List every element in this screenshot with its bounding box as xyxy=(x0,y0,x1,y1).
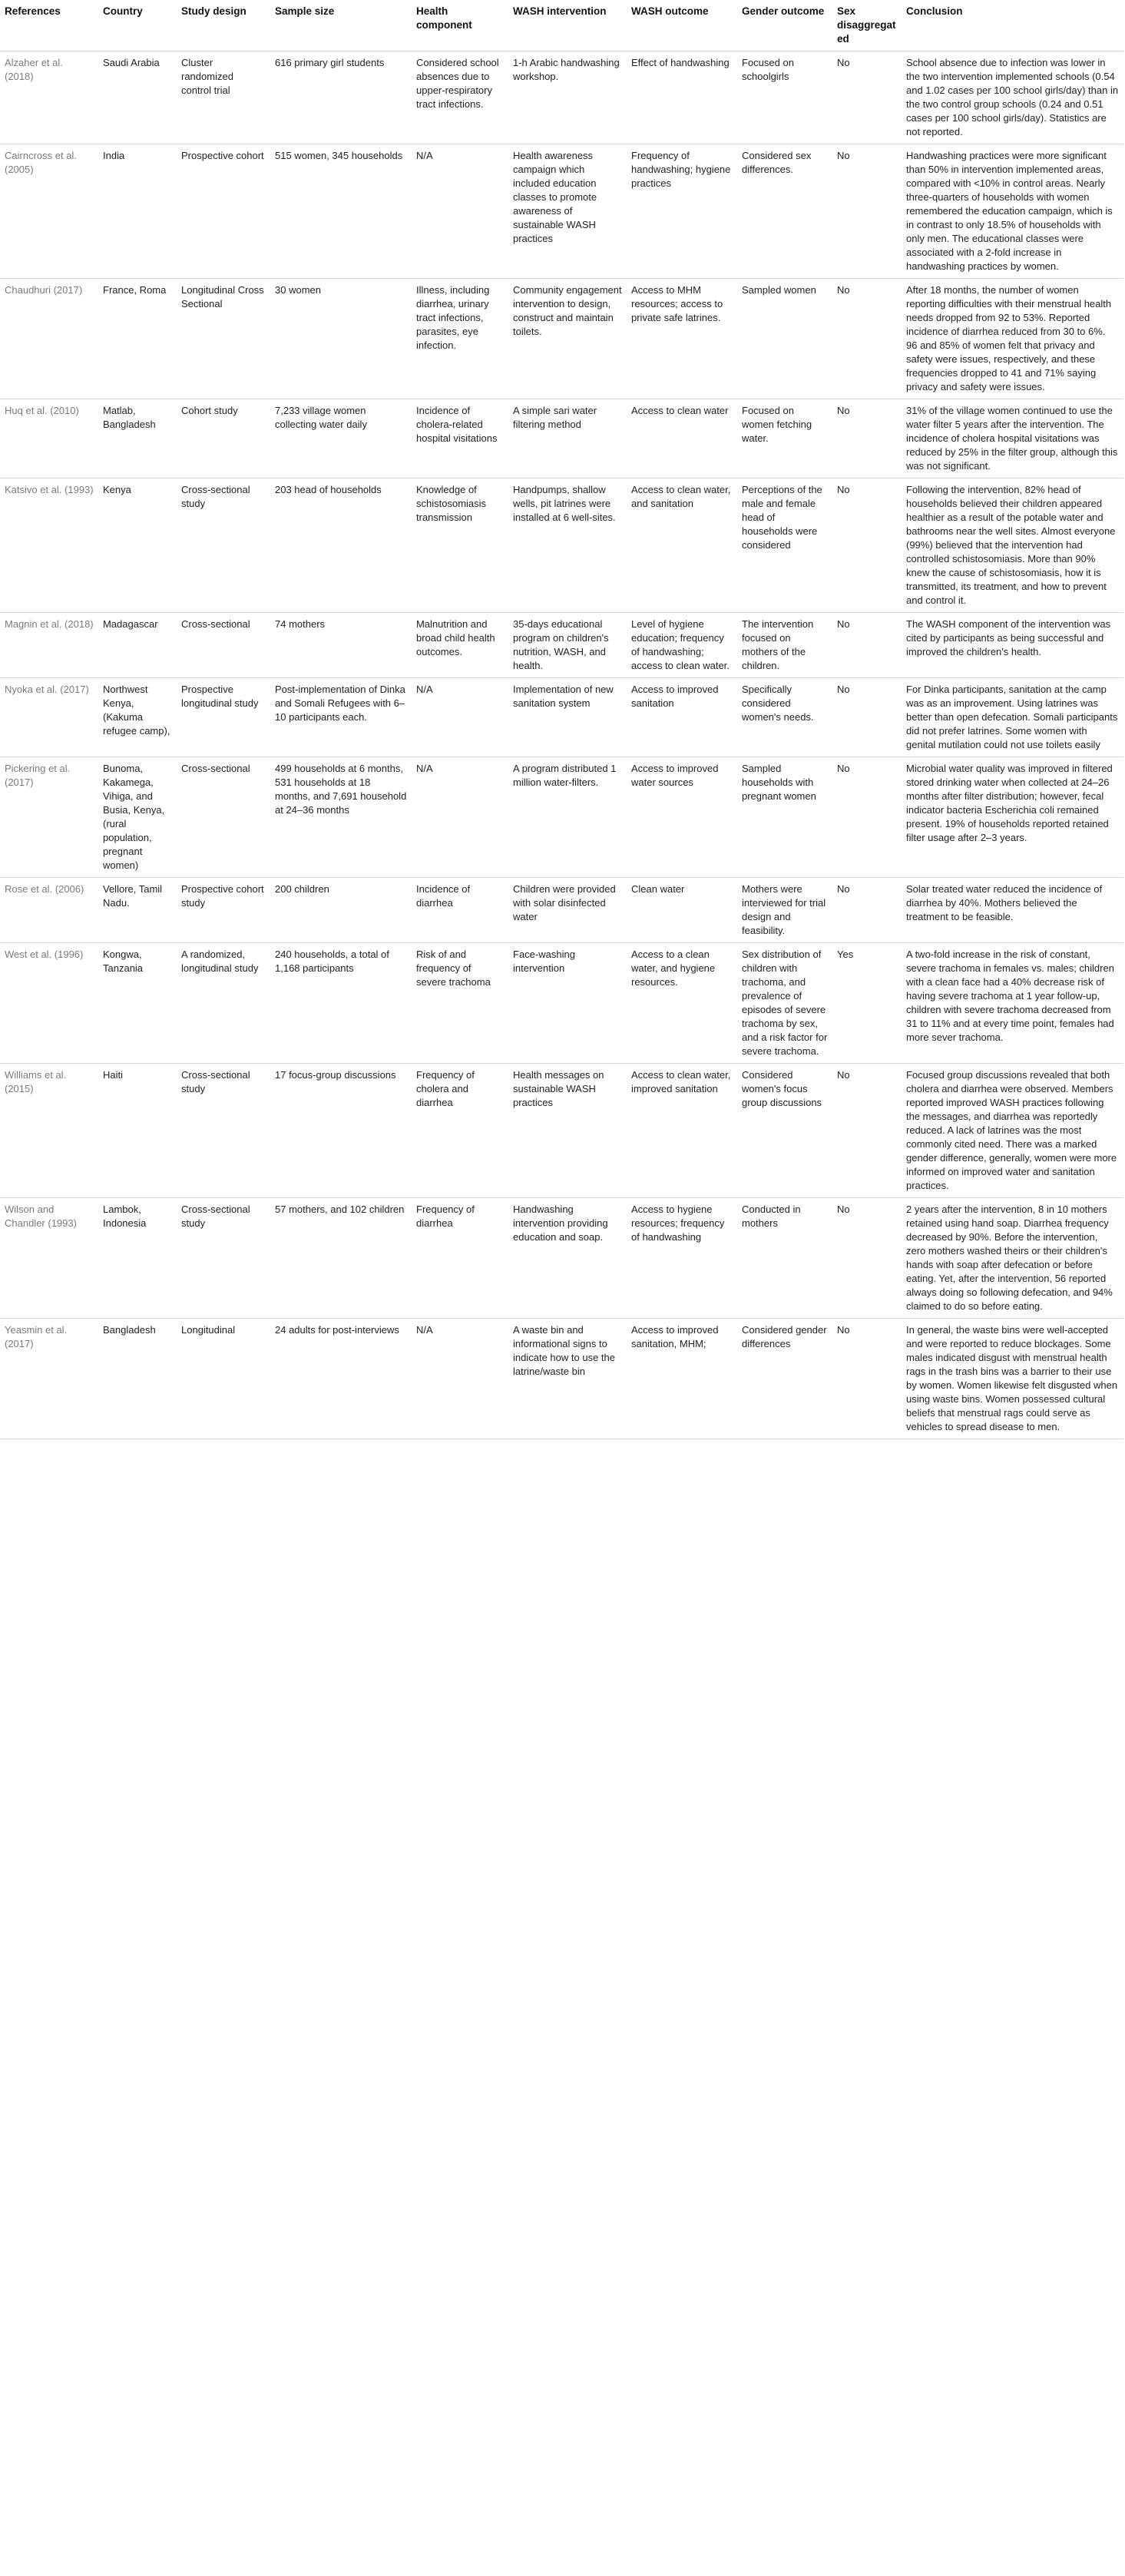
cell-wash-intervention: Handwashing intervention providing education and soap. xyxy=(508,1198,627,1319)
table-row xyxy=(0,279,1123,399)
cell-health-component: Illness, including diarrhea, urinary tract infections, parasites, eye infection. xyxy=(412,279,508,399)
table-row xyxy=(0,678,1123,757)
header-country: Country xyxy=(98,0,177,51)
header-sex-disaggregated: Sex disaggregated xyxy=(832,0,902,51)
cell-country: Kenya xyxy=(98,478,177,613)
cell-conclusion: Microbial water quality was improved in filtered stored drinking water when collected at 24–26 months after filter distribution; however, fecal indicator bacteria Escherichia coli remained present. 19% of households reported retained filter usage after 2–3 years. xyxy=(902,757,1123,878)
cell-gender-outcome: Conducted in mothers xyxy=(737,1198,832,1319)
cell-sample-size: 30 women xyxy=(270,279,412,399)
cell-study-design: Prospective cohort xyxy=(177,144,270,279)
cell-gender-outcome: Specifically considered women's needs. xyxy=(737,678,832,757)
cell-study-design: Cluster randomized control trial xyxy=(177,51,270,144)
header-study-design: Study design xyxy=(177,0,270,51)
cell-reference: Huq et al. (2010) xyxy=(0,399,98,478)
cell-health-component: N/A xyxy=(412,757,508,878)
table-row xyxy=(0,478,1123,613)
cell-sample-size: 24 adults for post-interviews xyxy=(270,1319,412,1439)
cell-wash-intervention: Implementation of new sanitation system xyxy=(508,678,627,757)
header-sample-size: Sample size xyxy=(270,0,412,51)
cell-reference: Chaudhuri (2017) xyxy=(0,279,98,399)
cell-wash-outcome: Access to hygiene resources; frequency of handwashing xyxy=(627,1198,737,1319)
cell-conclusion: The WASH component of the intervention was cited by participants as being successful and improved the children's health. xyxy=(902,613,1123,678)
table-header xyxy=(0,0,1123,51)
header-gender-outcome: Gender outcome xyxy=(737,0,832,51)
cell-country: Northwest Kenya, (Kakuma refugee camp), xyxy=(98,678,177,757)
cell-gender-outcome: Sex distribution of children with trachoma, and prevalence of episodes of severe trachoma by sex, and a risk factor for severe trachoma. xyxy=(737,943,832,1064)
cell-conclusion: A two-fold increase in the risk of constant, severe trachoma in females vs. males; children with a clean face had a 40% decrease risk of having severe trachoma at 1 year follow-up, children with severe trachoma decreased from 31 to 11% and at every time point, females had more sever trachoma. xyxy=(902,943,1123,1064)
cell-wash-outcome: Access to MHM resources; access to private safe latrines. xyxy=(627,279,737,399)
cell-conclusion: Solar treated water reduced the incidence of diarrhea by 40%. Mothers believed the treatment to be feasible. xyxy=(902,878,1123,943)
cell-sample-size: 515 women, 345 households xyxy=(270,144,412,279)
table-row xyxy=(0,878,1123,943)
cell-wash-intervention: Health awareness campaign which included education classes to promote awareness of sustainable WASH practices xyxy=(508,144,627,279)
cell-wash-intervention: Children were provided with solar disinfected water xyxy=(508,878,627,943)
cell-sample-size: 57 mothers, and 102 children xyxy=(270,1198,412,1319)
cell-wash-outcome: Clean water xyxy=(627,878,737,943)
cell-study-design: Cross-sectional xyxy=(177,757,270,878)
cell-gender-outcome: Perceptions of the male and female head of households were considered xyxy=(737,478,832,613)
cell-reference: Rose et al. (2006) xyxy=(0,878,98,943)
cell-sex-disaggregated: No xyxy=(832,1198,902,1319)
cell-wash-intervention: A simple sari water filtering method xyxy=(508,399,627,478)
cell-sample-size: 240 households, a total of 1,168 participants xyxy=(270,943,412,1064)
cell-gender-outcome: Considered gender differences xyxy=(737,1319,832,1439)
cell-country: Madagascar xyxy=(98,613,177,678)
cell-sample-size: 74 mothers xyxy=(270,613,412,678)
cell-gender-outcome: Considered women's focus group discussions xyxy=(737,1064,832,1198)
cell-wash-intervention: A waste bin and informational signs to indicate how to use the latrine/waste bin xyxy=(508,1319,627,1439)
cell-gender-outcome: Focused on women fetching water. xyxy=(737,399,832,478)
cell-country: Matlab, Bangladesh xyxy=(98,399,177,478)
cell-gender-outcome: Mothers were interviewed for trial design and feasibility. xyxy=(737,878,832,943)
cell-conclusion: After 18 months, the number of women reporting difficulties with their menstrual health needs dropped from 92 to 53%. Reported incidence of diarrhea reduced from 30 to 6%. 96 and 85% of women felt that privacy and safety were issues, respectively, and these frequencies dropped to 41 and 71% saying privacy and safety were issues. xyxy=(902,279,1123,399)
table-row xyxy=(0,1064,1123,1198)
cell-sample-size: 200 children xyxy=(270,878,412,943)
cell-conclusion: 31% of the village women continued to use the water filter 5 years after the intervention. The incidence of cholera hospital visitations was reduced by 25% in the filter group, although this was not significant. xyxy=(902,399,1123,478)
cell-country: Vellore, Tamil Nadu. xyxy=(98,878,177,943)
cell-health-component: Frequency of diarrhea xyxy=(412,1198,508,1319)
cell-sex-disaggregated: No xyxy=(832,144,902,279)
cell-wash-intervention: Handpumps, shallow wells, pit latrines were installed at 6 well-sites. xyxy=(508,478,627,613)
cell-gender-outcome: Considered sex differences. xyxy=(737,144,832,279)
cell-study-design: Cross-sectional study xyxy=(177,1064,270,1198)
cell-reference: Wilson and Chandler (1993) xyxy=(0,1198,98,1319)
cell-sex-disaggregated: No xyxy=(832,678,902,757)
cell-country: India xyxy=(98,144,177,279)
cell-reference: Magnin et al. (2018) xyxy=(0,613,98,678)
cell-health-component: N/A xyxy=(412,144,508,279)
cell-study-design: A randomized, longitudinal study xyxy=(177,943,270,1064)
cell-country: Kongwa, Tanzania xyxy=(98,943,177,1064)
table-row xyxy=(0,1319,1123,1439)
cell-gender-outcome: The intervention focused on mothers of the children. xyxy=(737,613,832,678)
cell-sex-disaggregated: No xyxy=(832,1064,902,1198)
cell-gender-outcome: Sampled women xyxy=(737,279,832,399)
cell-conclusion: Following the intervention, 82% head of households believed their children appeared healthier as a result of the potable water and bathrooms near the well sites. Almost everyone (99%) believed that the intervention had controlled schistosomiasis. More than 90% knew the cause of schistosomiasis, how it is transmitted, its treatment, and how to prevent and control it. xyxy=(902,478,1123,613)
cell-sample-size: 7,233 village women collecting water daily xyxy=(270,399,412,478)
cell-country: France, Roma xyxy=(98,279,177,399)
cell-wash-outcome: Access to improved sanitation, MHM; xyxy=(627,1319,737,1439)
cell-wash-outcome: Frequency of handwashing; hygiene practices xyxy=(627,144,737,279)
cell-wash-outcome: Access to a clean water, and hygiene resources. xyxy=(627,943,737,1064)
cell-wash-outcome: Access to improved sanitation xyxy=(627,678,737,757)
cell-reference: Nyoka et al. (2017) xyxy=(0,678,98,757)
cell-reference: West et al. (1996) xyxy=(0,943,98,1064)
cell-reference: Williams et al. (2015) xyxy=(0,1064,98,1198)
cell-country: Lambok, Indonesia xyxy=(98,1198,177,1319)
cell-reference: Pickering et al. (2017) xyxy=(0,757,98,878)
cell-reference: Yeasmin et al. (2017) xyxy=(0,1319,98,1439)
cell-reference: Cairncross et al. (2005) xyxy=(0,144,98,279)
cell-country: Haiti xyxy=(98,1064,177,1198)
table-row xyxy=(0,144,1123,279)
header-wash-intervention: WASH intervention xyxy=(508,0,627,51)
cell-conclusion: School absence due to infection was lower in the two intervention implemented schools (0.54 and 1.02 cases per 100 school girls/day) than in the two control group schools (0.24 and 0.51 cases per 100 school girls/day). Statistics are not reported. xyxy=(902,51,1123,144)
cell-reference: Alzaher et al. (2018) xyxy=(0,51,98,144)
cell-wash-outcome: Effect of handwashing xyxy=(627,51,737,144)
cell-health-component: N/A xyxy=(412,1319,508,1439)
cell-wash-intervention: 35-days educational program on children's nutrition, WASH, and health. xyxy=(508,613,627,678)
cell-conclusion: In general, the waste bins were well-accepted and were reported to reduce blockages. Some males indicated disgust with menstrual health rags in the trash bins was a barrier to their use by women. Women likewise felt disgusted when using waste bins. Women possessed cultural beliefs that menstrual rags could serve as vehicles to spread disease to men. xyxy=(902,1319,1123,1439)
cell-sex-disaggregated: No xyxy=(832,757,902,878)
table-row xyxy=(0,757,1123,878)
cell-conclusion: Focused group discussions revealed that both cholera and diarrhea were observed. Members reported improved WASH practices following the messages, and diarrhea was reportedly reduced. A lack of latrines was the most commonly cited need. There was a marked gender difference, generally, women were more informed on improved water and sanitation practices. xyxy=(902,1064,1123,1198)
cell-wash-outcome: Access to clean water xyxy=(627,399,737,478)
cell-wash-outcome: Level of hygiene education; frequency of handwashing; access to clean water. xyxy=(627,613,737,678)
cell-sample-size: Post-implementation of Dinka and Somali Refugees with 6–10 participants each. xyxy=(270,678,412,757)
cell-conclusion: 2 years after the intervention, 8 in 10 mothers retained using hand soap. Diarrhea frequency decreased by 90%. Before the intervention, zero mothers washed theirs or their children's hands with soap after defecation or before eating. Yet, after the intervention, 56 reported always doing so following defecation, and 94% claimed to do so before eating. xyxy=(902,1198,1123,1319)
table-body xyxy=(0,51,1123,1439)
cell-health-component: Incidence of cholera-related hospital visitations xyxy=(412,399,508,478)
cell-conclusion: For Dinka participants, sanitation at the camp was as an improvement. Using latrines was better than open defecation. Somali participants did not prefer latrines. Some women with genital mutilation could not use toilets easily xyxy=(902,678,1123,757)
cell-conclusion: Handwashing practices were more significant than 50% in intervention implemented areas, compared with <10% in control areas. Nearly three-quarters of households with women remembered the education campaign, which is in contrast to only 18.5% of households with only men. The educational classes were associated with a 2-fold increase in handwashing practices by women. xyxy=(902,144,1123,279)
header-wash-outcome: WASH outcome xyxy=(627,0,737,51)
cell-sex-disaggregated: No xyxy=(832,613,902,678)
cell-sex-disaggregated: No xyxy=(832,51,902,144)
cell-wash-intervention: 1-h Arabic handwashing workshop. xyxy=(508,51,627,144)
cell-wash-intervention: Health messages on sustainable WASH practices xyxy=(508,1064,627,1198)
cell-study-design: Longitudinal xyxy=(177,1319,270,1439)
cell-wash-intervention: Face-washing intervention xyxy=(508,943,627,1064)
cell-sex-disaggregated: No xyxy=(832,1319,902,1439)
cell-study-design: Prospective longitudinal study xyxy=(177,678,270,757)
cell-health-component: Malnutrition and broad child health outcomes. xyxy=(412,613,508,678)
cell-sample-size: 499 households at 6 months, 531 households at 18 months, and 7,691 household at 24–36 months xyxy=(270,757,412,878)
cell-gender-outcome: Sampled households with pregnant women xyxy=(737,757,832,878)
cell-study-design: Longitudinal Cross Sectional xyxy=(177,279,270,399)
cell-study-design: Cross-sectional study xyxy=(177,1198,270,1319)
header-health-component: Health component xyxy=(412,0,508,51)
cell-sex-disaggregated: No xyxy=(832,478,902,613)
cell-health-component: Frequency of cholera and diarrhea xyxy=(412,1064,508,1198)
cell-health-component: Knowledge of schistosomiasis transmission xyxy=(412,478,508,613)
cell-sex-disaggregated: No xyxy=(832,399,902,478)
cell-country: Bunoma, Kakamega, Vihiga, and Busia, Kenya, (rural population, pregnant women) xyxy=(98,757,177,878)
cell-sample-size: 203 head of households xyxy=(270,478,412,613)
table-row xyxy=(0,1198,1123,1319)
cell-health-component: Risk of and frequency of severe trachoma xyxy=(412,943,508,1064)
cell-country: Bangladesh xyxy=(98,1319,177,1439)
header-references: References xyxy=(0,0,98,51)
cell-wash-intervention: Community engagement intervention to design, construct and maintain toilets. xyxy=(508,279,627,399)
table-row xyxy=(0,943,1123,1064)
cell-sex-disaggregated: No xyxy=(832,878,902,943)
cell-study-design: Cross-sectional xyxy=(177,613,270,678)
cell-wash-intervention: A program distributed 1 million water-filters. xyxy=(508,757,627,878)
cell-sample-size: 616 primary girl students xyxy=(270,51,412,144)
cell-gender-outcome: Focused on schoolgirls xyxy=(737,51,832,144)
cell-health-component: Considered school absences due to upper-respiratory tract infections. xyxy=(412,51,508,144)
table-row xyxy=(0,613,1123,678)
cell-sex-disaggregated: Yes xyxy=(832,943,902,1064)
cell-health-component: Incidence of diarrhea xyxy=(412,878,508,943)
cell-study-design: Cohort study xyxy=(177,399,270,478)
cell-wash-outcome: Access to improved water sources xyxy=(627,757,737,878)
table-row xyxy=(0,51,1123,144)
cell-health-component: N/A xyxy=(412,678,508,757)
cell-sex-disaggregated: No xyxy=(832,279,902,399)
cell-wash-outcome: Access to clean water, and sanitation xyxy=(627,478,737,613)
cell-wash-outcome: Access to clean water, improved sanitation xyxy=(627,1064,737,1198)
cell-reference: Katsivo et al. (1993) xyxy=(0,478,98,613)
cell-study-design: Cross-sectional study xyxy=(177,478,270,613)
header-conclusion: Conclusion xyxy=(902,0,1123,51)
cell-country: Saudi Arabia xyxy=(98,51,177,144)
cell-study-design: Prospective cohort study xyxy=(177,878,270,943)
table-row xyxy=(0,399,1123,478)
header-row xyxy=(0,0,1123,51)
cell-sample-size: 17 focus-group discussions xyxy=(270,1064,412,1198)
